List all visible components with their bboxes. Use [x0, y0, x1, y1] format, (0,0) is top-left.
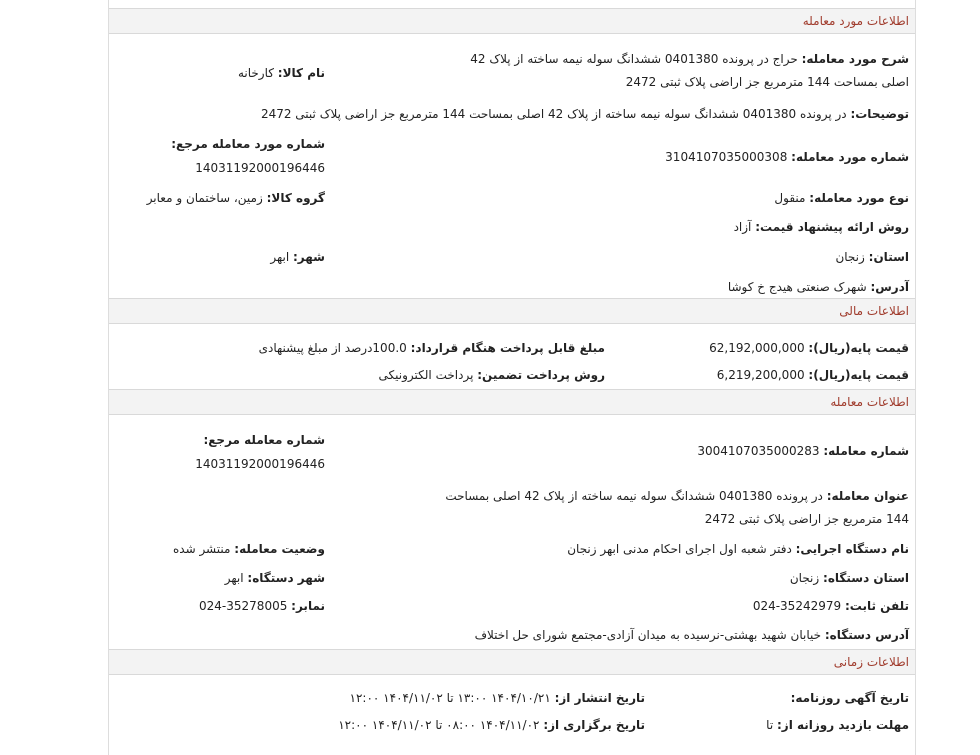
org-city-value: ابهر [224, 571, 244, 585]
item-number [665, 150, 909, 164]
org-province-value: زنجان [789, 571, 820, 585]
publish-date-value: ۱۴۰۴/۱۰/۲۱ ۱۳:۰۰ تا ۱۴۰۴/۱۱/۰۲ ۱۲:۰۰ [349, 691, 551, 705]
payable-amount-label: مبلغ قابل پرداخت هنگام قرارداد: [410, 341, 605, 355]
address [728, 280, 909, 294]
item-description [439, 48, 909, 94]
item-type [774, 191, 909, 205]
publish-date-label: تاریخ انتشار از: [554, 691, 645, 705]
address-label: آدرس: [870, 280, 909, 294]
deal-number-value: 3004107035000283 [697, 444, 820, 458]
deal-title-value: در پرونده 0401380 ششدانگ سوله نیمه ساخته از پلاک 42 اصلی بمساحت 144 مترمربع جز اراضی پلاک ثبتی 2472 [445, 489, 909, 526]
goods-name-value: کارخانه [237, 66, 274, 80]
base-price-2-value: 6,219,200,000 [716, 368, 805, 382]
deal-title [439, 485, 909, 531]
publish-date [350, 691, 645, 705]
phone-label: تلفن ثابت: [844, 599, 909, 613]
ref-number-label: شماره مورد معامله مرجع: [171, 137, 325, 151]
org-city [225, 571, 325, 585]
newspaper-ad-date [791, 691, 909, 705]
price-method-value: آزاد [733, 220, 752, 234]
fax-label: نمابر: [291, 599, 325, 613]
deal-ref-label: شماره معامله مرجع: [203, 433, 325, 447]
item-notes-value: در پرونده 0401380 ششدانگ سوله نیمه ساخته از پلاک 42 اصلی بمساحت 144 مترمربع جز اراضی پلاک ثبتی 2472 [260, 107, 847, 121]
item-type-label: نوع مورد معامله: [809, 191, 909, 205]
ref-number-value: 14031192000196446 [195, 161, 325, 175]
executive-org-value: دفتر شعبه اول اجرای احکام مدنی ابهر زنجان [567, 542, 792, 556]
deal-status-label: وضعیت معامله: [234, 542, 325, 556]
deal-status [173, 542, 325, 556]
deal-status-value: منتشر شده [172, 542, 231, 556]
province-label: استان: [868, 250, 909, 264]
base-price-label: قیمت پایه(ریال): [808, 341, 909, 355]
address-value: شهرک صنعتی هیدج خ کوشا [727, 280, 867, 294]
fax [199, 599, 325, 613]
hold-date-value: ۱۴۰۴/۱۱/۰۲ ۰۸:۰۰ تا ۱۴۰۴/۱۱/۰۲ ۱۲:۰۰ [338, 718, 540, 732]
item-number-value: 3104107035000308 [665, 150, 788, 164]
guarantee-method [379, 368, 605, 382]
deal-number [697, 444, 909, 458]
base-price-2 [717, 368, 909, 382]
section-title-time: اطلاعات زمانی [109, 649, 915, 675]
goods-name [238, 66, 325, 80]
goods-group [147, 191, 325, 205]
daily-visit [766, 718, 909, 732]
section-title-deal: اطلاعات معامله [109, 389, 915, 415]
goods-name-label: نام کالا: [277, 66, 325, 80]
hold-date [338, 718, 645, 732]
executive-org [567, 542, 909, 556]
city-label: شهر: [293, 250, 325, 264]
org-address [475, 628, 909, 642]
goods-group-value: زمین، ساختمان و معابر [146, 191, 263, 205]
price-method-label: روش ارائه پیشنهاد قیمت: [755, 220, 909, 234]
daily-visit-value: تا [766, 718, 774, 732]
phone-value: 024-35242979 [752, 599, 842, 613]
payable-amount [259, 341, 605, 355]
guarantee-method-label: روش پرداخت تضمین: [477, 368, 605, 382]
base-price-value: 62,192,000,000 [709, 341, 805, 355]
base-price [709, 341, 909, 355]
executive-org-label: نام دستگاه اجرایی: [795, 542, 909, 556]
payable-amount-value: 100.0درصد از مبلغ پیشنهادی [258, 341, 407, 355]
province-value: زنجان [835, 250, 865, 264]
info-panel [108, 0, 916, 755]
phone [753, 599, 909, 613]
org-province [790, 571, 909, 585]
section-title-item-info: اطلاعات مورد معامله [109, 8, 915, 34]
goods-group-label: گروه کالا: [266, 191, 325, 205]
item-type-value: منقول [774, 191, 806, 205]
item-number-label: شماره مورد معامله: [791, 150, 909, 164]
guarantee-method-value: پرداخت الکترونیکی [378, 368, 474, 382]
org-address-label: آدرس دستگاه: [824, 628, 909, 642]
item-notes-label: توضیحات: [850, 107, 909, 121]
item-notes [261, 107, 909, 121]
province [835, 250, 909, 264]
city [270, 250, 325, 264]
org-city-label: شهر دستگاه: [247, 571, 325, 585]
deal-number-label: شماره معامله: [823, 444, 909, 458]
base-price-2-label: قیمت پایه(ریال): [808, 368, 909, 382]
city-value: ابهر [270, 250, 290, 264]
section-title-financial: اطلاعات مالی [109, 298, 915, 324]
hold-date-label: تاریخ برگزاری از: [543, 718, 645, 732]
org-address-value: خیابان شهید بهشتی-نرسیده به میدان آزادی-مجتمع شورای حل اختلاف [474, 628, 822, 642]
price-method [734, 220, 909, 234]
org-province-label: استان دستگاه: [823, 571, 909, 585]
item-description-value: حراج در پرونده 0401380 ششدانگ سوله نیمه ساخته از پلاک 42 اصلی بمساحت 144 مترمربع جز اراضی پلاک ثبتی 2472 [470, 52, 909, 89]
deal-title-label: عنوان معامله: [826, 489, 909, 503]
deal-ref-value: 14031192000196446 [195, 457, 325, 471]
fax-value: 024-35278005 [199, 599, 288, 613]
item-description-label: شرح مورد معامله: [801, 52, 909, 66]
newspaper-ad-date-label: تاریخ آگهی روزنامه: [790, 691, 909, 705]
daily-visit-label: مهلت بازدید روزانه از: [777, 718, 909, 732]
